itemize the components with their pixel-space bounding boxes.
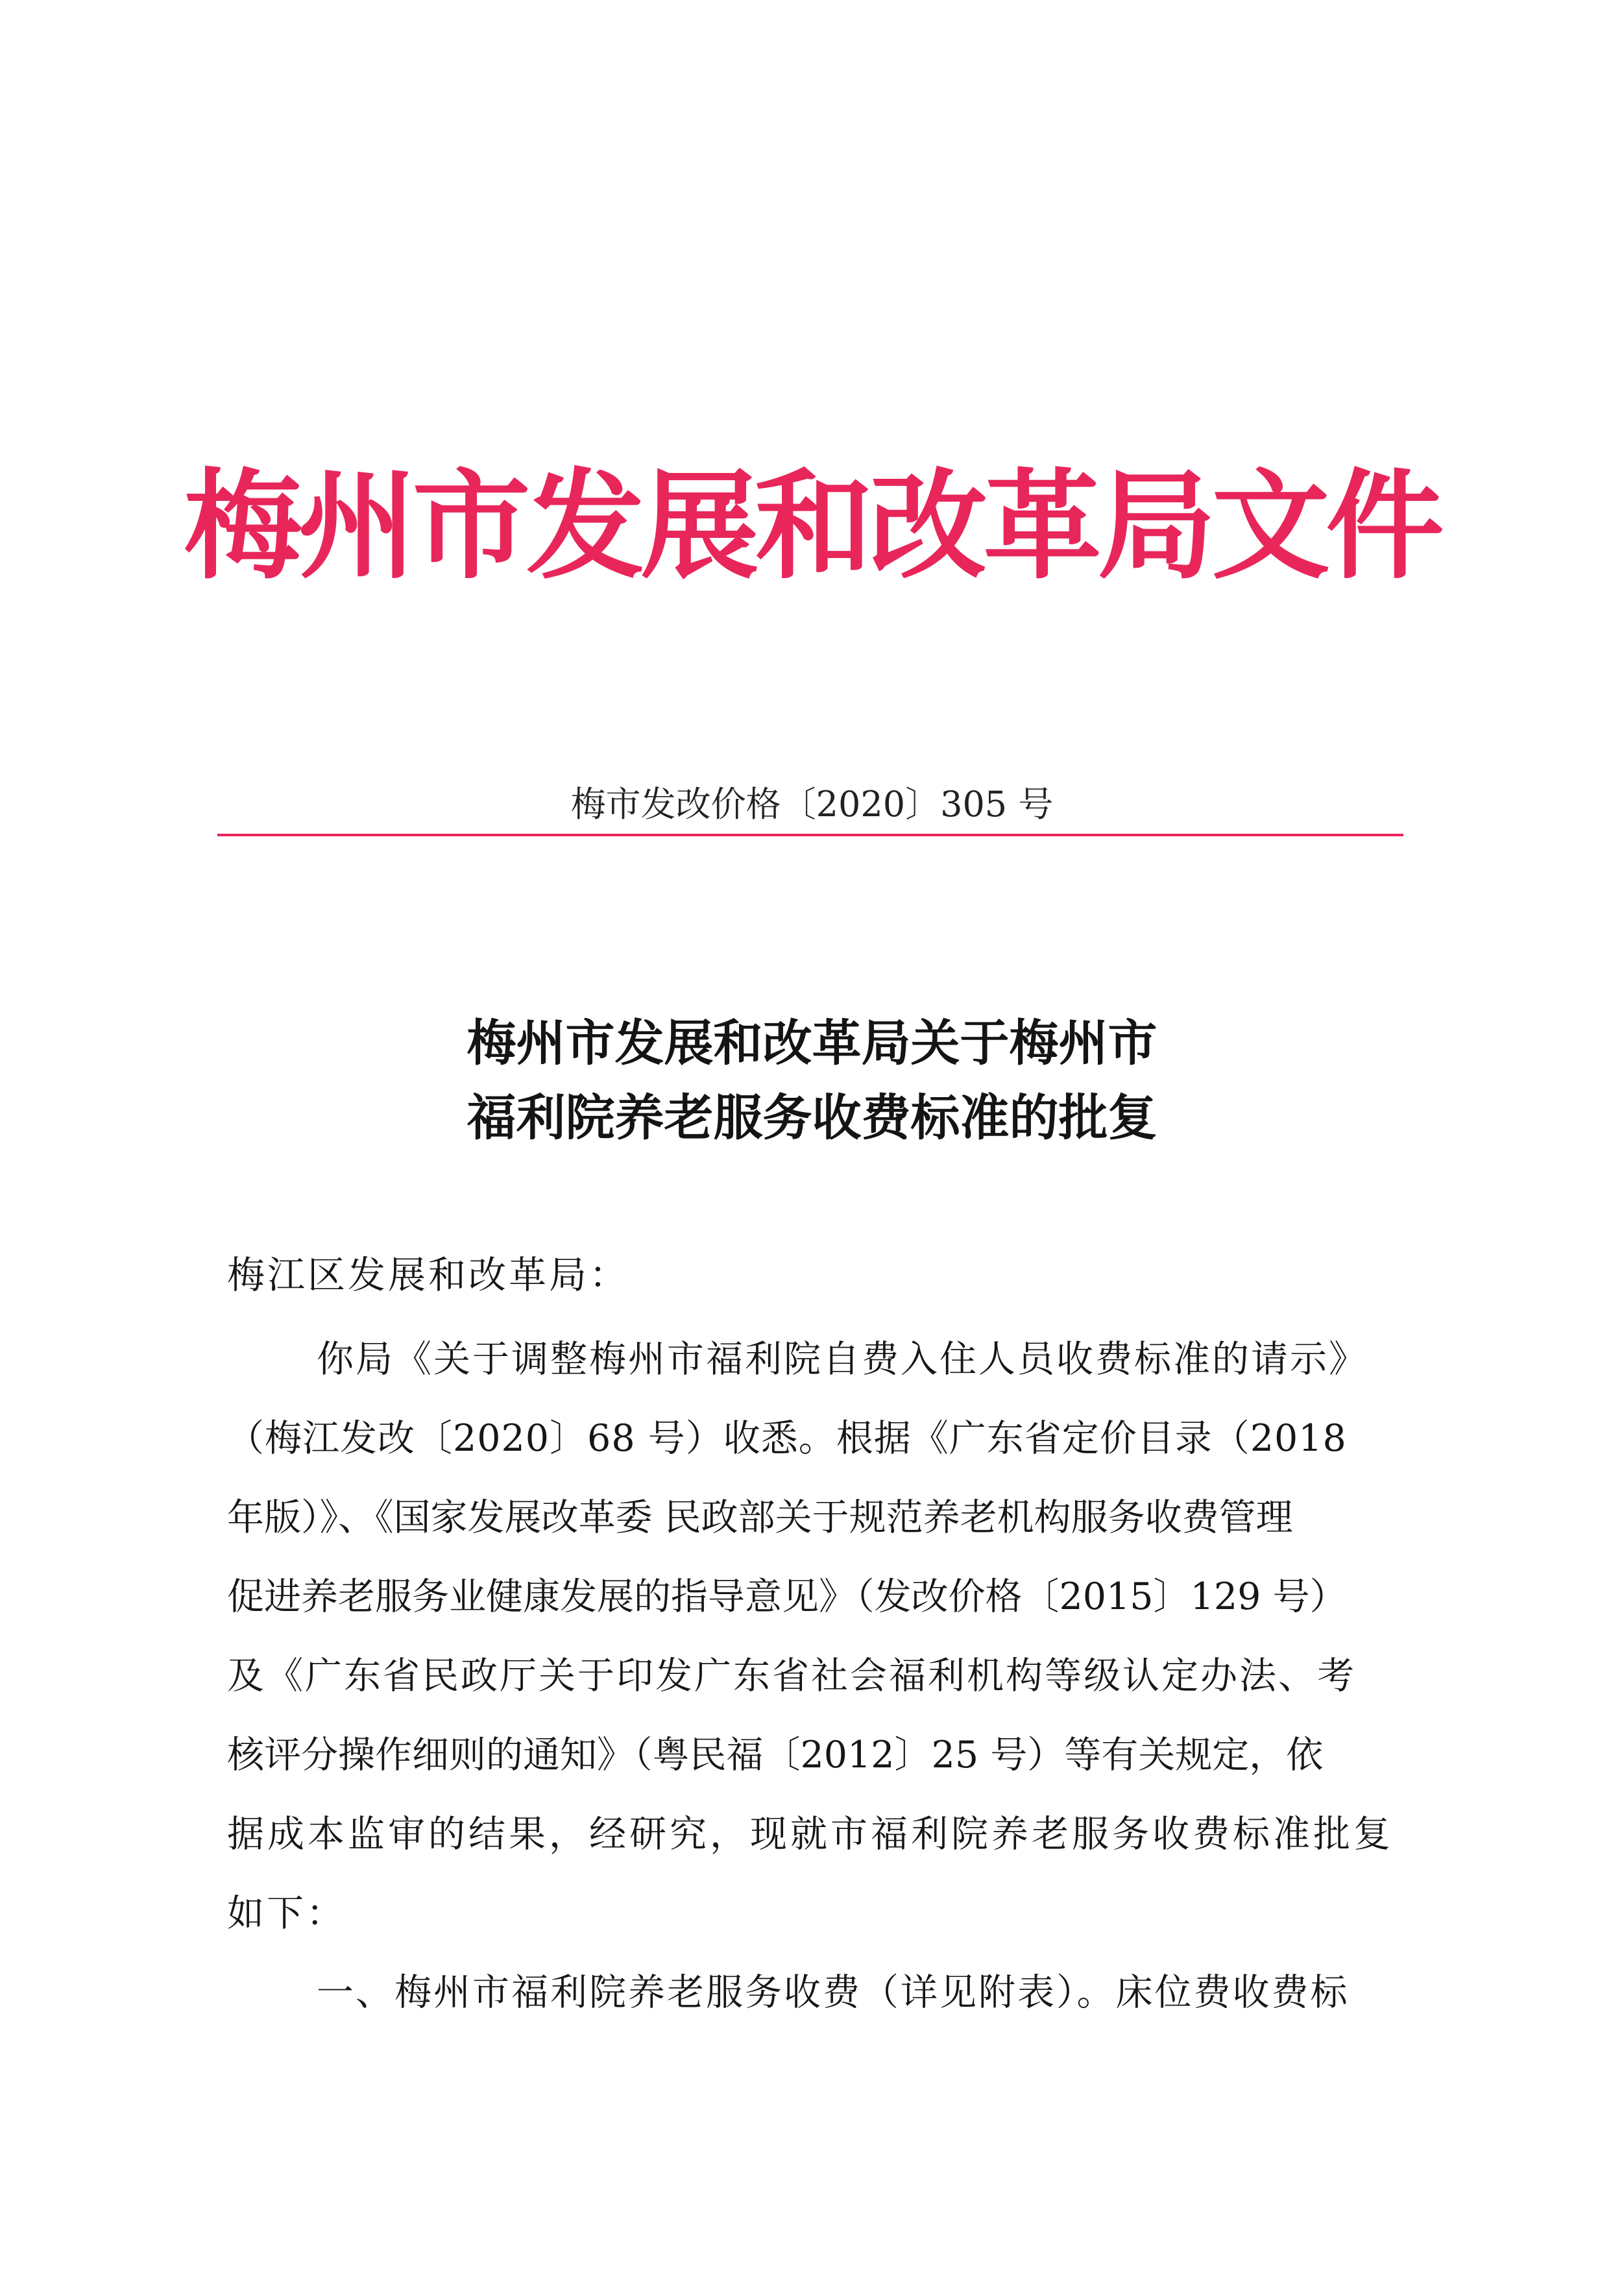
body-line-7: 据成本监审的结果，经研究，现就市福利院养老服务收费标准批复 <box>227 1813 1394 1856</box>
title-line-2: 福利院养老服务收费标准的批复 <box>467 1089 1157 1146</box>
body-line-5: 及《广东省民政厅关于印发广东省社会福利机构等级认定办法、考 <box>227 1654 1356 1697</box>
body-line-3: 年版）》、《国家发展改革委 民政部关于规范养老机构服务收费管理 <box>227 1496 1293 1539</box>
body-line-6: 核评分操作细则的通知》（粤民福〔2012〕25 号）等有关规定，依 <box>227 1734 1324 1776</box>
body-line-1: 你局《关于调整梅州市福利院自费入住人员收费标准的请示》 <box>317 1338 1368 1381</box>
body-line-9: 一、梅州市福利院养老服务收费（详见附表）。床位费收费标 <box>317 1971 1350 2014</box>
document-title <box>0 1006 1624 1155</box>
title-line-1: 梅州市发展和改革局关于梅州市 <box>467 1014 1157 1072</box>
body-line-4: 促进养老服务业健康发展的指导意见》（发改价格〔2015〕129 号） <box>227 1575 1347 1618</box>
agency-header-title: 梅州市发展和改革局文件 <box>184 456 1440 595</box>
document-number: 梅市发改价格〔2020〕305 号 <box>570 784 1054 825</box>
addressee: 梅江区发展和改革局： <box>227 1253 630 1297</box>
body-line-2: （梅江发改〔2020〕68 号）收悉。根据《广东省定价目录（2018 <box>227 1417 1347 1460</box>
red-divider-line <box>217 834 1403 836</box>
body-line-8: 如下： <box>227 1892 346 1935</box>
